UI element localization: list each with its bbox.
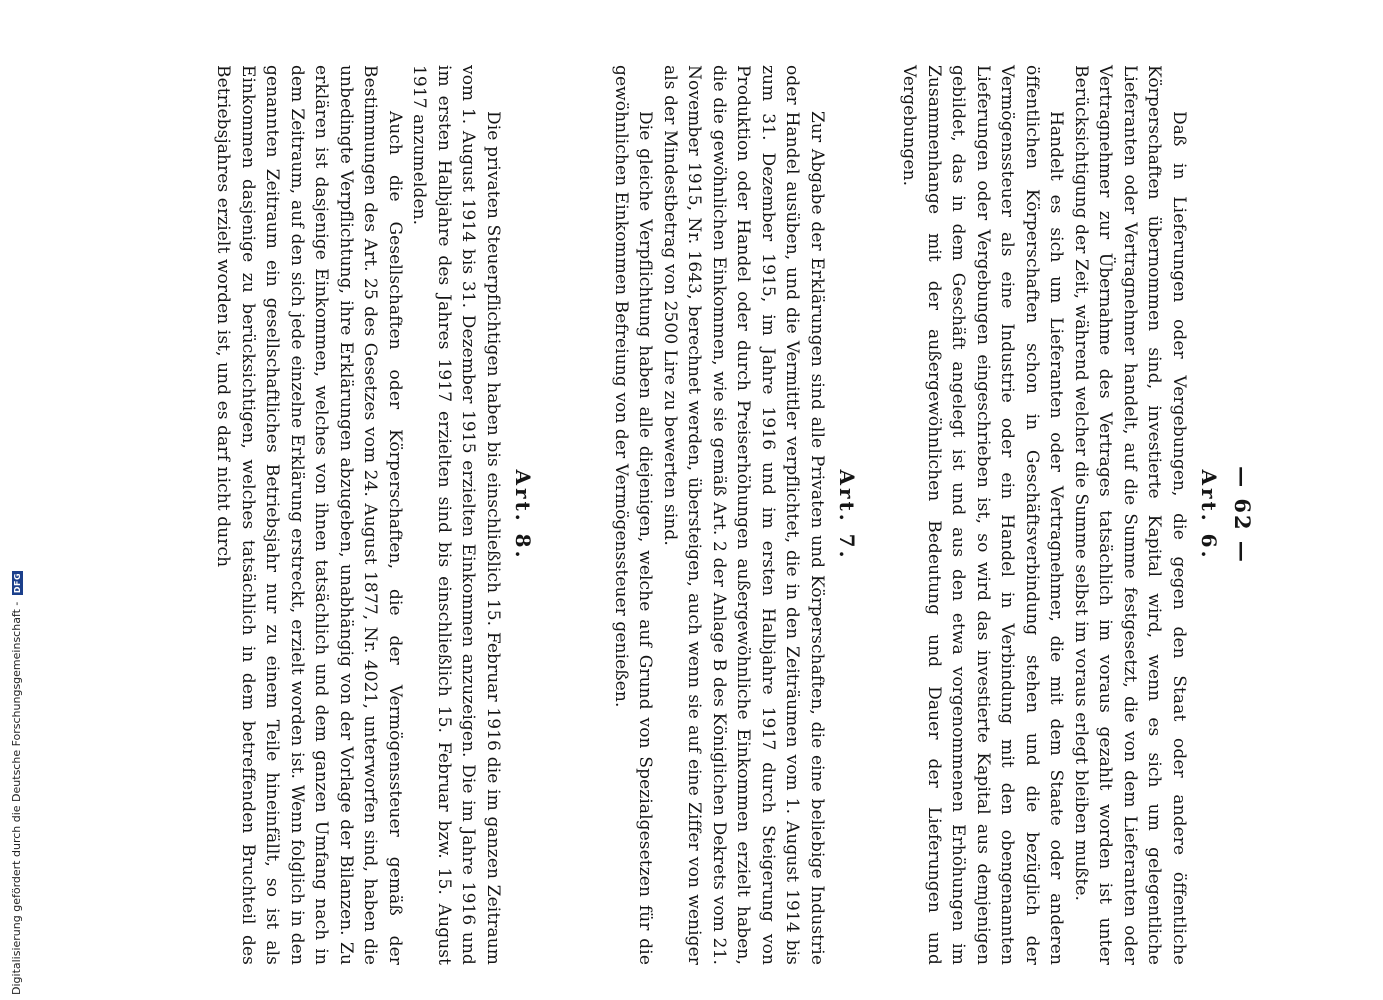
dfg-logo: DFG xyxy=(12,572,22,594)
article-6-paragraph-2: Handelt es sich um Lieferanten oder Vertragnehmer, die mit dem Staate oder anderen öffentlichen Körperschaften schon in Geschäftsverbindung stehen und die bezüglich der Vermögenssteuer als eine Industrie oder ein Handel in Verbindung mit den obengenannten Lieferungen oder Vergebungen eingeschrieben ist, so wird das investierte Kapital aus demjenigen gebildet, das in dem Geschäft angelegt ist und aus den etwa vorgenommenen Erhöhungen im Zusammenhange mit der außergewöhnlichen Bedeutung und Dauer der Lieferungen und Vergebungen. xyxy=(899,65,1067,965)
article-6 xyxy=(897,65,1221,965)
digitization-credit xyxy=(10,571,23,995)
article-6-paragraph-1: Daß in Lieferungen oder Vergebungen, die gegen den Staat oder andere öffentliche Körperschaften übernommen sind, investierte Kapital wird, wenn es sich um gelegentliche Lieferanten oder Vertragnehmer handelt, auf die Summe festgesetzt, die von dem Lieferanten oder Vertragnehmer zur Übernahme des Vertrages tatsächlich im voraus gezahlt worden ist unter Berücksichtigung der Zeit, während welcher die Summe selbst im voraus erlegt bleiben mußte. xyxy=(1071,65,1189,965)
document-page xyxy=(195,65,1255,965)
article-7 xyxy=(609,65,860,965)
article-8-paragraph-2: Auch die Gesellschaften oder Körperschaften, die der Vermögenssteuer gemäß der Bestimmungen des Art. 25 des Gesetzes vom 24. August 1877, Nr. 4021, unterworfen sind, haben die unbedingte Verpflichtung, ihre Erklärungen abzugeben, unabhängig von der Vorlage der Bilanzen. Zu erklären ist dasjenige Einkommen, welches von ihnen tatsächlich und dem ganzen Umfang nach in dem Zeitraum, auf den sich jede einzelne Erklärung erstreckt, erzielt worden ist. Wenn folglich in den genannten Zeitraum ein gesellschaftliches Betriebsjahr nur zu einem Teile hineinfällt, so ist als Einkommen dasjenige zu berücksichtigen, welches tatsächlich in dem betreffenden Bruchteil des Betriebsjahres erzielt worden ist, und es darf nicht durch xyxy=(213,65,405,965)
article-7-paragraph-1: Zur Abgabe der Erklärungen sind alle Privaten und Körperschaften, die eine beliebige Industrie oder Handel ausüben, und die Vermittler verpflichtet, die in den Zeiträumen vom 1. August 1914 bis zum 31. Dezember 1915, im Jahre 1916 und im ersten Halbjahre 1917 durch Steigerung von Produktion oder Handel oder durch Preiserhöhungen außergewöhnliche Einkommen erzielt haben, die die gewöhnlichen Einkommen, wie sie gemäß Art. 2 der Anlage B des Königlichen Dekrets vom 21. November 1915, Nr. 1643, berechnet werden, übersteigen, auch wenn sie auf eine Ziffer von weniger als der Mindestbetrag von 2500 Lire zu bewerten sind. xyxy=(660,65,827,965)
article-7-heading: Art. 7. xyxy=(835,469,859,561)
article-8-heading: Art. 8. xyxy=(511,469,535,561)
digitization-credit-text: Digitalisierung gefördert durch die Deutsche Forschungsgemeinschaft - xyxy=(10,601,23,995)
page-number: — 62 — xyxy=(1230,466,1255,564)
article-8-paragraph-1: Die privaten Steuerpflichtigen haben bis einschließlich 15. Februar 1916 die im ganzen Zeitraum vom 1. August 1914 bis 31. Dezember 1915 erzielten Einkommen anzuzeigen. Die im Jahre 1916 und im ersten Halbjahre des Jahres 1917 erzielten sind bis einschließlich 15. Februar bzw. 15. August 1917 anzumelden. xyxy=(409,65,503,965)
article-8 xyxy=(211,65,535,965)
article-6-heading: Art. 6. xyxy=(1197,469,1221,561)
article-7-paragraph-2: Die gleiche Verpflichtung haben alle diejenigen, welche auf Grund von Spezialgesetzen für die gewöhnlichen Einkommen Befreiung von der Vermögenssteuer genießen. xyxy=(611,65,656,965)
